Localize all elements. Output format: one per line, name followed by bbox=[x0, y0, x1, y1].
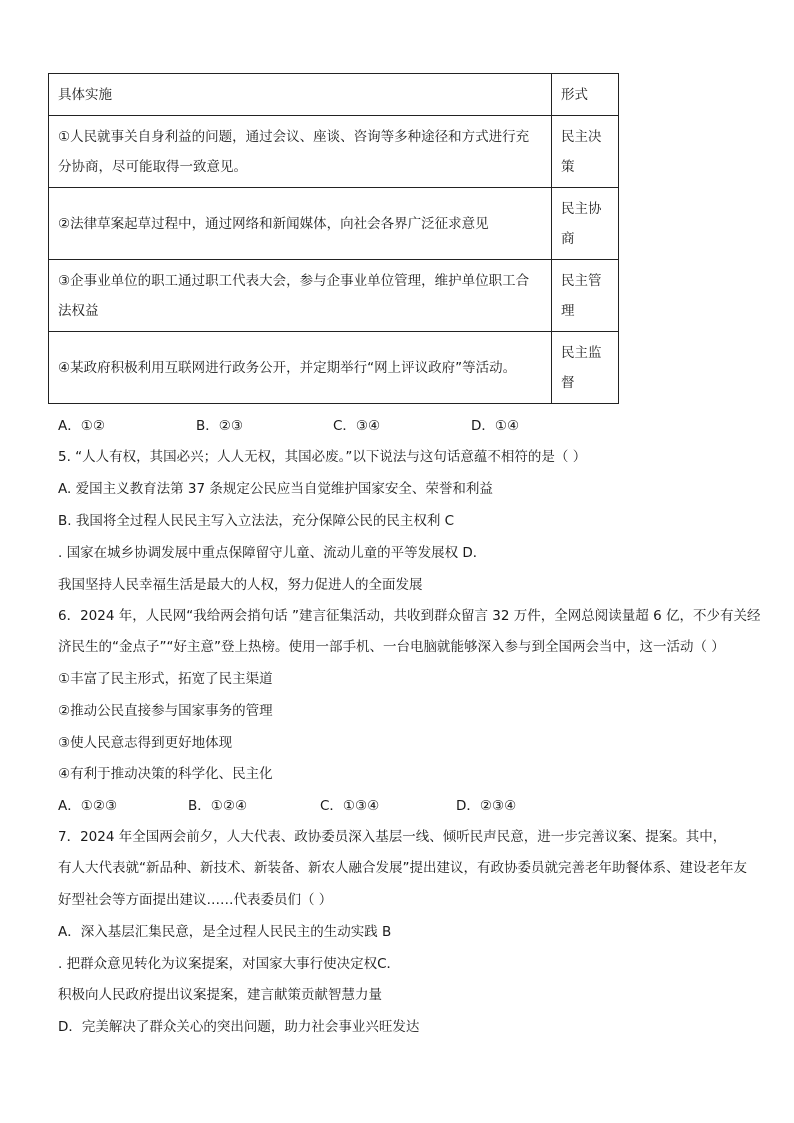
q6-item-4: ④有利于推动决策的科学化、民主化 bbox=[58, 766, 273, 782]
table-header-form: 形式 bbox=[552, 74, 619, 116]
q6-option-d[interactable]: D．②③④ bbox=[456, 798, 517, 814]
q4-option-c[interactable]: C．③④ bbox=[333, 418, 381, 434]
q7-option-d[interactable]: D．完美解决了群众关心的突出问题，助力社会事业兴旺发达 bbox=[58, 1019, 420, 1035]
q7-option-a[interactable]: A．深入基层汇集民意，是全过程人民民主的生动实践 B bbox=[58, 924, 392, 940]
q7-stem-line3: 好型社会等方面提出建议……代表委员们（ ） bbox=[58, 892, 333, 908]
table-header-row bbox=[49, 74, 619, 116]
table-cell-implementation: ④某政府积极利用互联网进行政务公开，并定期举行“网上评议政府”等活动。 bbox=[49, 332, 552, 404]
q7-option-b[interactable]: . 把群众意见转化为议案提案，对国家大事行使决定权C． bbox=[58, 956, 401, 972]
table-row bbox=[49, 260, 619, 332]
q6-item-3: ③使人民意志得到更好地体现 bbox=[58, 735, 233, 751]
table-row bbox=[49, 332, 619, 404]
q4-option-b[interactable]: B．②③ bbox=[196, 418, 243, 434]
table-cell-implementation: ②法律草案起草过程中，通过网络和新闻媒体，向社会各界广泛征求意见 bbox=[49, 188, 552, 260]
table-cell-form: 民主管理 bbox=[552, 260, 619, 332]
table-cell-form: 民主协商 bbox=[552, 188, 619, 260]
table-header-implementation: 具体实施 bbox=[49, 74, 552, 116]
q5-option-d[interactable]: 我国坚持人民幸福生活是最大的人权，努力促进人的全面发展 bbox=[58, 577, 423, 593]
q6-option-b[interactable]: B．①②④ bbox=[188, 798, 248, 814]
table-cell-implementation: ③企事业单位的职工通过职工代表大会，参与企事业单位管理，维护单位职工合法权益 bbox=[49, 260, 552, 332]
q5-option-b[interactable]: B. 我国将全过程人民民主写入立法法，充分保障公民的民主权利 C bbox=[58, 513, 455, 529]
q4-option-a[interactable]: A．①② bbox=[58, 418, 105, 434]
q7-option-c[interactable]: 积极向人民政府提出议案提案，建言献策贡献智慧力量 bbox=[58, 987, 382, 1003]
q6-stem-line2: 济民生的“金点子”“好主意”登上热榜。使用一部手机、一台电脑就能够深入参与到全国两会当中，这一活动（ ） bbox=[58, 639, 725, 655]
table-row bbox=[49, 116, 619, 188]
q6-item-1: ①丰富了民主形式，拓宽了民主渠道 bbox=[58, 671, 273, 687]
table-cell-implementation: ①人民就事关自身利益的问题，通过会议、座谈、咨询等多种途径和方式进行充分协商，尽可能取得一致意见。 bbox=[49, 116, 552, 188]
table-cell-form: 民主监督 bbox=[552, 332, 619, 404]
table-row bbox=[49, 188, 619, 260]
q5-option-a[interactable]: A. 爱国主义教育法第 37 条规定公民应当自觉维护国家安全、荣誉和利益 bbox=[58, 481, 493, 497]
q5-stem: 5. “人人有权，其国必兴；人人无权，其国必废。”以下说法与这句话意蕴不相符的是（ ） bbox=[58, 449, 587, 465]
q4-option-d[interactable]: D．①④ bbox=[471, 418, 520, 434]
q5-option-c[interactable]: . 国家在城乡协调发展中重点保障留守儿童、流动儿童的平等发展权 D． bbox=[58, 545, 487, 561]
table-cell-form: 民主决策 bbox=[552, 116, 619, 188]
q6-option-a[interactable]: A．①②③ bbox=[58, 798, 118, 814]
q7-stem-line1: 7．2024 年全国两会前夕，人大代表、政协委员深入基层一线、倾听民声民意，进一步完善议案、提案。其中， bbox=[58, 829, 727, 845]
q7-stem-line2: 有人大代表就“新品种、新技术、新装备、新农人融合发展”提出建议，有政协委员就完善老年助餐体系、建设老年友 bbox=[58, 860, 747, 876]
question-table bbox=[48, 73, 619, 404]
q6-stem-line1: 6．2024 年，人民网“我给两会捎句话 ”建言征集活动，共收到群众留言 32 万件，全网总阅读量超 6 亿，不少有关经 bbox=[58, 608, 761, 624]
q6-option-c[interactable]: C．①③④ bbox=[320, 798, 380, 814]
q6-item-2: ②推动公民直接参与国家事务的管理 bbox=[58, 703, 273, 719]
